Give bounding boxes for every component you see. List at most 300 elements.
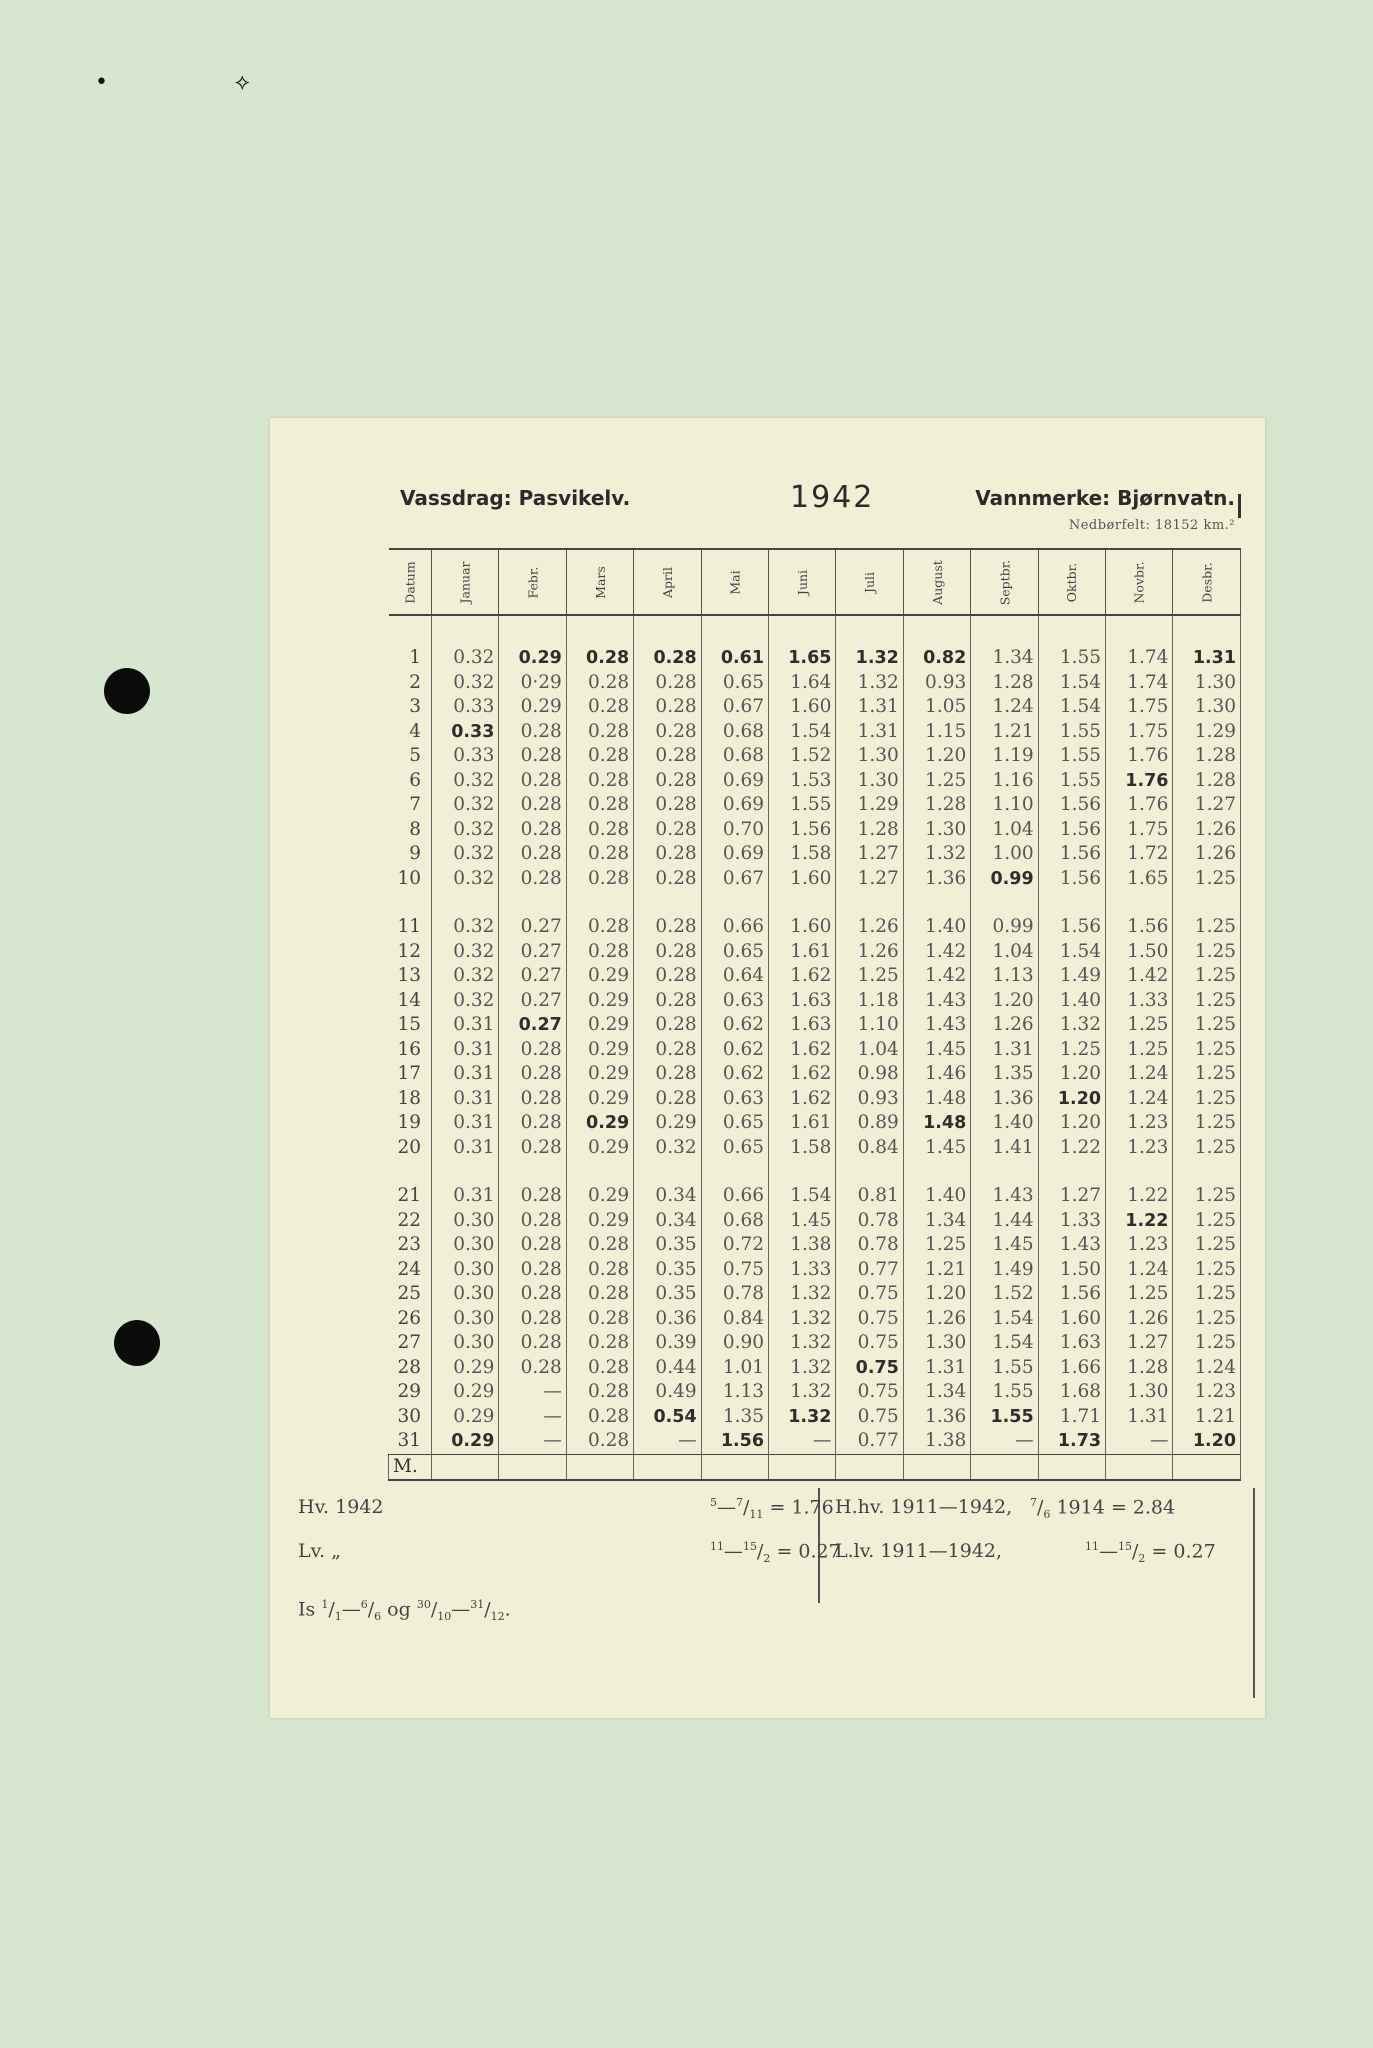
value-cell-novbr: 1.24 [1106,1062,1173,1087]
value-cell-august: 1.05 [903,695,970,720]
value-cell-juni: 1.62 [769,1038,836,1063]
value-cell-januar: 0.30 [432,1258,499,1283]
value-cell-septbr: 0.99 [971,867,1038,892]
value-cell-august: 1.36 [903,867,970,892]
value-cell-oktbr: 1.55 [1038,646,1105,671]
value-cell-juni: 1.61 [769,1111,836,1136]
value-cell-novbr: — [1106,1429,1173,1454]
day-number: 27 [389,1331,432,1356]
value-cell-septbr: 1.04 [971,940,1038,965]
value-cell-febr: 0.28 [499,1209,566,1234]
value-cell-januar: 0.33 [432,695,499,720]
value-cell-septbr: 0.99 [971,915,1038,940]
value-cell-novbr: 1.56 [1106,915,1173,940]
value-cell-mars: 0.29 [566,1111,633,1136]
value-cell-juni: 1.33 [769,1258,836,1283]
value-cell-juli: 1.30 [836,769,903,794]
value-cell-novbr: 1.30 [1106,1380,1173,1405]
day-number: 24 [389,1258,432,1283]
value-cell-septbr: 1.19 [971,744,1038,769]
value-cell-desbr: 1.25 [1173,867,1241,892]
value-cell-juli: 0.77 [836,1258,903,1283]
table-row [389,1282,1241,1307]
value-cell-august: 1.42 [903,940,970,965]
value-cell-novbr: 1.24 [1106,1258,1173,1283]
table-row [389,793,1241,818]
value-cell-mai: 0.62 [701,1013,768,1038]
hhv-label: H.hv. 1911—1942, [835,1496,1013,1518]
value-cell-mai: 0.67 [701,695,768,720]
day-number: 10 [389,867,432,892]
value-cell-oktbr: 1.55 [1038,720,1105,745]
value-cell-august: 1.30 [903,1331,970,1356]
value-cell-juli: 0.78 [836,1209,903,1234]
value-cell-mars: 0.28 [566,1380,633,1405]
value-cell-mars: 0.29 [566,1087,633,1112]
value-cell-juni: 1.54 [769,720,836,745]
value-cell-febr: — [499,1405,566,1430]
value-cell-mai: 0.65 [701,671,768,696]
table-row [389,915,1241,940]
value-cell-mars: 0.29 [566,1062,633,1087]
value-cell-januar: 0.31 [432,1136,499,1161]
day-number: 17 [389,1062,432,1087]
value-cell-mai: 0.66 [701,915,768,940]
value-cell-septbr: 1.10 [971,793,1038,818]
value-cell-mars: 0.28 [566,1282,633,1307]
value-cell-febr: 0.29 [499,695,566,720]
value-cell-desbr: 1.26 [1173,842,1241,867]
value-cell-juni: 1.45 [769,1209,836,1234]
day-number: 5 [389,744,432,769]
value-cell-juli: 0.75 [836,1380,903,1405]
value-cell-juni: 1.53 [769,769,836,794]
value-cell-januar: 0.33 [432,744,499,769]
value-cell-juli: 1.10 [836,1013,903,1038]
value-cell-januar: 0.32 [432,867,499,892]
value-cell-desbr: 1.23 [1173,1380,1241,1405]
value-cell-oktbr: 1.43 [1038,1233,1105,1258]
value-cell-juni: 1.32 [769,1380,836,1405]
value-cell-mai: 0.84 [701,1307,768,1332]
year-title: 1942 [790,480,875,515]
value-cell-mars: 0.28 [566,671,633,696]
value-cell-mai: 1.35 [701,1405,768,1430]
value-cell-febr: 0.28 [499,720,566,745]
value-cell-mars: 0.28 [566,842,633,867]
value-cell-juli: 0.81 [836,1184,903,1209]
value-cell-juli: 0.84 [836,1136,903,1161]
value-cell-juni: 1.65 [769,646,836,671]
value-cell-septbr: 1.45 [971,1233,1038,1258]
value-cell-april: 0.49 [634,1380,701,1405]
value-cell-juni: 1.56 [769,818,836,843]
value-cell-januar: 0.30 [432,1209,499,1234]
value-cell-august: 1.31 [903,1356,970,1381]
day-number: 29 [389,1380,432,1405]
col-header-juli: Juli [836,549,903,615]
value-cell-novbr: 1.76 [1106,793,1173,818]
value-cell-august: 1.30 [903,818,970,843]
value-cell-august: 1.40 [903,1184,970,1209]
value-cell-mai: 0.61 [701,646,768,671]
value-cell-febr: 0.28 [499,818,566,843]
value-cell-novbr: 1.24 [1106,1087,1173,1112]
value-cell-juni: 1.60 [769,867,836,892]
value-cell-januar: 0.32 [432,646,499,671]
punch-hole-top [104,668,150,714]
value-cell-januar: 0.33 [432,720,499,745]
table-row [389,867,1241,892]
table-row [389,940,1241,965]
value-cell-august: 1.34 [903,1209,970,1234]
value-cell-novbr: 1.25 [1106,1038,1173,1063]
value-cell-septbr: 1.13 [971,964,1038,989]
table-row [389,646,1241,671]
value-cell-septbr: 1.40 [971,1111,1038,1136]
table-row [389,1062,1241,1087]
value-cell-juli: 0.78 [836,1233,903,1258]
value-cell-august: 1.42 [903,964,970,989]
value-cell-april: 0.28 [634,720,701,745]
table-row [389,1184,1241,1209]
value-cell-desbr: 1.20 [1173,1429,1241,1454]
value-cell-mars: 0.29 [566,1038,633,1063]
value-cell-mai: 0.69 [701,769,768,794]
value-cell-januar: 0.31 [432,1184,499,1209]
table-row [389,1136,1241,1161]
monthly-mean-row [389,1454,1241,1480]
table-row [389,964,1241,989]
value-cell-mars: 0.29 [566,1013,633,1038]
month-header-row [389,549,1241,615]
value-cell-mars: 0.29 [566,989,633,1014]
value-cell-desbr: 1.25 [1173,1184,1241,1209]
value-cell-juni: 1.60 [769,915,836,940]
value-cell-septbr: 1.41 [971,1136,1038,1161]
value-cell-febr: 0.28 [499,1307,566,1332]
value-cell-mars: 0.28 [566,940,633,965]
paper-specks: • ⟡ [95,70,310,95]
mean-cell-febr [499,1454,566,1480]
value-cell-novbr: 1.22 [1106,1184,1173,1209]
day-number: 23 [389,1233,432,1258]
table-spacer-row [389,615,1241,646]
value-cell-septbr: — [971,1429,1038,1454]
value-cell-april: 0.28 [634,842,701,867]
value-cell-juni: — [769,1429,836,1454]
col-header-januar: Januar [432,549,499,615]
value-cell-januar: 0.32 [432,769,499,794]
mean-cell-august [903,1454,970,1480]
value-cell-oktbr: 1.54 [1038,671,1105,696]
value-cell-mars: 0.29 [566,1136,633,1161]
table-row [389,1405,1241,1430]
value-cell-mars: 0.29 [566,964,633,989]
value-cell-mai: 1.56 [701,1429,768,1454]
value-cell-januar: 0.32 [432,964,499,989]
value-cell-febr: 0.28 [499,1184,566,1209]
day-number: 2 [389,671,432,696]
value-cell-august: 1.38 [903,1429,970,1454]
value-cell-juli: 1.25 [836,964,903,989]
ice-period-note: Is $^1/_1—^6/_6$ og $^{30}/_{10}—^{31}/_{12}$. [298,1598,511,1624]
value-cell-febr: 0.28 [499,1062,566,1087]
value-cell-april: 0.35 [634,1233,701,1258]
record-card [270,418,1265,1718]
table-row [389,842,1241,867]
value-cell-juli: 0.75 [836,1282,903,1307]
value-cell-april: 0.36 [634,1307,701,1332]
value-cell-oktbr: 1.20 [1038,1087,1105,1112]
value-cell-mars: 0.29 [566,1184,633,1209]
value-cell-desbr: 1.25 [1173,1087,1241,1112]
value-cell-desbr: 1.25 [1173,1258,1241,1283]
value-cell-oktbr: 1.63 [1038,1331,1105,1356]
col-header-novbr: Novbr. [1106,549,1173,615]
value-cell-juli: 0.89 [836,1111,903,1136]
value-cell-august: 1.40 [903,915,970,940]
day-number: 13 [389,964,432,989]
value-cell-april: 0.34 [634,1209,701,1234]
table-row [389,1013,1241,1038]
day-number: 18 [389,1087,432,1112]
value-cell-mars: 0.28 [566,915,633,940]
value-cell-febr: 0·29 [499,671,566,696]
value-cell-febr: 0.28 [499,1331,566,1356]
value-cell-mars: 0.28 [566,1356,633,1381]
value-cell-august: 1.45 [903,1136,970,1161]
table-body [389,615,1241,1480]
day-number: 22 [389,1209,432,1234]
gauge-name-label: Vannmerke: Bjørnvatn. [975,486,1235,510]
value-cell-febr: 0.28 [499,1136,566,1161]
value-cell-august: 0.93 [903,671,970,696]
mean-cell-mars [566,1454,633,1480]
value-cell-januar: 0.32 [432,940,499,965]
value-cell-juli: 1.27 [836,842,903,867]
value-cell-mai: 0.75 [701,1258,768,1283]
value-cell-juli: 0.75 [836,1356,903,1381]
card-right-edge-line [1253,1488,1255,1698]
value-cell-desbr: 1.25 [1173,1038,1241,1063]
value-cell-juni: 1.38 [769,1233,836,1258]
value-cell-oktbr: 1.33 [1038,1209,1105,1234]
value-cell-juli: 1.18 [836,989,903,1014]
value-cell-januar: 0.31 [432,1038,499,1063]
value-cell-oktbr: 1.40 [1038,989,1105,1014]
col-header-septbr: Septbr. [971,549,1038,615]
day-number: 20 [389,1136,432,1161]
value-cell-desbr: 1.25 [1173,1209,1241,1234]
table-row [389,1111,1241,1136]
value-cell-febr: 0.28 [499,769,566,794]
table-row [389,818,1241,843]
value-cell-juli: 0.98 [836,1062,903,1087]
value-cell-oktbr: 1.49 [1038,964,1105,989]
value-cell-april: 0.44 [634,1356,701,1381]
value-cell-april: 0.28 [634,940,701,965]
value-cell-mars: 0.29 [566,1209,633,1234]
value-cell-august: 1.20 [903,744,970,769]
value-cell-august: 1.26 [903,1307,970,1332]
day-number: 8 [389,818,432,843]
river-system-label: Vassdrag: Pasvikelv. [400,486,631,510]
value-cell-januar: 0.30 [432,1331,499,1356]
value-cell-juni: 1.61 [769,940,836,965]
day-number: 6 [389,769,432,794]
day-number: 11 [389,915,432,940]
value-cell-mars: 0.28 [566,744,633,769]
value-cell-januar: 0.31 [432,1062,499,1087]
col-header-desbr: Desbr. [1173,549,1241,615]
value-cell-januar: 0.32 [432,915,499,940]
value-cell-febr: 0.27 [499,1013,566,1038]
value-cell-oktbr: 1.54 [1038,940,1105,965]
day-number: 21 [389,1184,432,1209]
value-cell-septbr: 1.54 [971,1307,1038,1332]
value-cell-juni: 1.63 [769,989,836,1014]
value-cell-septbr: 1.36 [971,1087,1038,1112]
day-number: 19 [389,1111,432,1136]
mean-cell-septbr [971,1454,1038,1480]
value-cell-juni: 1.58 [769,842,836,867]
value-cell-april: 0.34 [634,1184,701,1209]
value-cell-desbr: 1.25 [1173,964,1241,989]
value-cell-mars: 0.28 [566,1233,633,1258]
value-cell-mars: 0.28 [566,867,633,892]
table-row [389,695,1241,720]
table-row [389,1356,1241,1381]
value-cell-april: 0.28 [634,646,701,671]
value-cell-mai: 1.01 [701,1356,768,1381]
value-cell-juli: 1.26 [836,940,903,965]
value-cell-juli: 1.32 [836,671,903,696]
catchment-area-label: Nedbørfelt: 18152 km.² [1068,518,1235,533]
value-cell-septbr: 1.24 [971,695,1038,720]
value-cell-juni: 1.32 [769,1405,836,1430]
value-cell-mai: 0.62 [701,1038,768,1063]
llv-label: L.lv. 1911—1942, [835,1540,1003,1562]
table-row [389,1087,1241,1112]
value-cell-septbr: 1.04 [971,818,1038,843]
value-cell-oktbr: 1.27 [1038,1184,1105,1209]
value-cell-august: 1.20 [903,1282,970,1307]
col-header-mai: Mai [701,549,768,615]
value-cell-novbr: 1.75 [1106,818,1173,843]
value-cell-juni: 1.64 [769,671,836,696]
value-cell-oktbr: 1.20 [1038,1111,1105,1136]
value-cell-april: 0.28 [634,867,701,892]
value-cell-april: 0.28 [634,671,701,696]
value-cell-oktbr: 1.71 [1038,1405,1105,1430]
value-cell-april: 0.28 [634,695,701,720]
value-cell-januar: 0.29 [432,1429,499,1454]
day-number: 28 [389,1356,432,1381]
table-row [389,1380,1241,1405]
value-cell-august: 0.82 [903,646,970,671]
value-cell-juli: 0.93 [836,1087,903,1112]
table-row [389,1209,1241,1234]
value-cell-april: 0.28 [634,989,701,1014]
table-spacer-row [389,891,1241,915]
value-cell-mai: 1.13 [701,1380,768,1405]
table-row [389,1258,1241,1283]
table-row [389,1038,1241,1063]
value-cell-febr: 0.28 [499,1356,566,1381]
value-cell-septbr: 1.44 [971,1209,1038,1234]
value-cell-novbr: 1.75 [1106,695,1173,720]
value-cell-juli: 0.77 [836,1429,903,1454]
value-cell-desbr: 1.26 [1173,818,1241,843]
value-cell-septbr: 1.00 [971,842,1038,867]
value-cell-april: 0.28 [634,818,701,843]
day-number: 15 [389,1013,432,1038]
value-cell-mai: 0.69 [701,842,768,867]
value-cell-desbr: 1.30 [1173,671,1241,696]
day-number: 16 [389,1038,432,1063]
value-cell-desbr: 1.28 [1173,744,1241,769]
day-number: 31 [389,1429,432,1454]
value-cell-august: 1.15 [903,720,970,745]
day-number: 1 [389,646,432,671]
value-cell-oktbr: 1.56 [1038,793,1105,818]
value-cell-januar: 0.32 [432,842,499,867]
mean-cell-desbr [1173,1454,1241,1480]
day-number: 9 [389,842,432,867]
value-cell-septbr: 1.52 [971,1282,1038,1307]
value-cell-juni: 1.60 [769,695,836,720]
hhv-value: $^7/_6$ 1914 = 2.84 [1030,1496,1176,1522]
table-row [389,989,1241,1014]
value-cell-juni: 1.62 [769,1062,836,1087]
value-cell-juli: 1.29 [836,793,903,818]
value-cell-mars: 0.28 [566,769,633,794]
value-cell-novbr: 1.27 [1106,1331,1173,1356]
value-cell-septbr: 1.55 [971,1405,1038,1430]
day-number: 7 [389,793,432,818]
day-number: 25 [389,1282,432,1307]
value-cell-mars: 0.28 [566,818,633,843]
value-cell-febr: — [499,1429,566,1454]
table-row [389,769,1241,794]
value-cell-august: 1.36 [903,1405,970,1430]
lv-value: $^{11}—^{15}/_2 = 0.27$ [710,1540,841,1566]
value-cell-desbr: 1.25 [1173,1062,1241,1087]
value-cell-juli: 1.04 [836,1038,903,1063]
value-cell-august: 1.25 [903,769,970,794]
value-cell-desbr: 1.25 [1173,915,1241,940]
value-cell-juni: 1.63 [769,1013,836,1038]
value-cell-febr: 0.29 [499,646,566,671]
value-cell-desbr: 1.29 [1173,720,1241,745]
value-cell-febr: 0.28 [499,1087,566,1112]
value-cell-novbr: 1.25 [1106,1282,1173,1307]
value-cell-april: 0.54 [634,1405,701,1430]
value-cell-juni: 1.32 [769,1331,836,1356]
value-cell-juni: 1.62 [769,964,836,989]
hv-label: Hv. 1942 [298,1496,384,1518]
value-cell-august: 1.48 [903,1111,970,1136]
value-cell-novbr: 1.23 [1106,1111,1173,1136]
value-cell-mai: 0.63 [701,1087,768,1112]
value-cell-novbr: 1.31 [1106,1405,1173,1430]
value-cell-desbr: 1.21 [1173,1405,1241,1430]
value-cell-mai: 0.68 [701,1209,768,1234]
value-cell-desbr: 1.25 [1173,1282,1241,1307]
value-cell-febr: 0.28 [499,1282,566,1307]
value-cell-april: 0.29 [634,1111,701,1136]
